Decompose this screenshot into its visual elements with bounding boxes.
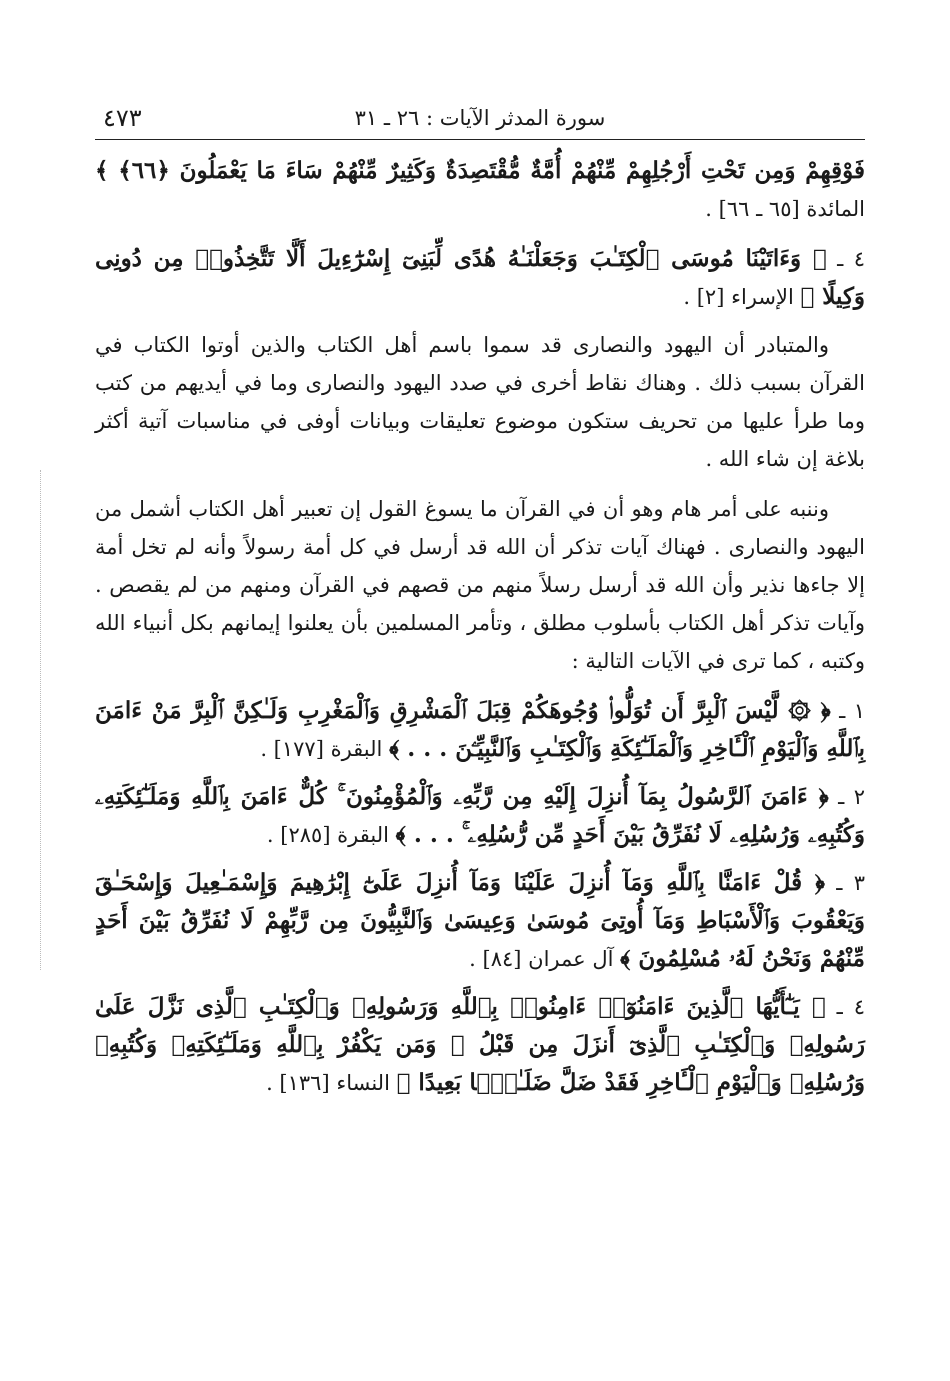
verse-reference: النساء [١٣٦] . (266, 1071, 390, 1095)
quran-verse: ﴿ وَءَاتَيْنَا مُوسَى ٱلْكِتَـٰبَ وَجَعَلْنَـٰهُ هُدًى لِّبَنِىٓ إِسْرَٰٓءِيلَ أَلَّا تَتَّخِذُوا۟ مِن دُونِى وَكِيلًا ﴾ (95, 245, 865, 310)
scan-margin-mark (40, 470, 42, 970)
item-number: ٤ ـ (837, 247, 866, 271)
quran-verse: فَوْقِهِمْ وَمِن تَحْتِ أَرْجُلِهِمْ مِّنْهُمْ أُمَّةٌ مُّقْتَصِدَةٌ وَكَثِيرٌ مِّنْهُمْ سَاءَ مَا يَعْمَلُونَ ﴿٦٦﴾ ﴾ (95, 157, 865, 184)
quran-verse: ﴿ ۞ لَّيْسَ ٱلْبِرَّ أَن تُوَلُّوا۟ وُجُوهَكُمْ قِبَلَ ٱلْمَشْرِقِ وَٱلْمَغْرِبِ وَلَـٰكِنَّ ٱلْبِرَّ مَنْ ءَامَنَ بِٱللَّهِ وَٱلْيَوْمِ ٱلْـَٔاخِرِ وَٱلْمَلَـٰٓئِكَةِ وَٱلْكِتَـٰبِ وَٱلنَّبِيِّـۧنَ . . . ﴾ (95, 697, 865, 762)
body-paragraph: وننبه على أمر هام وهو أن في القرآن ما يسوغ القول إن تعبير أهل الكتاب أشمل من اليهود والنصارى . فهناك آيات تذكر أن الله قد أرسل في كل أمة رسولاً وأنه لم تخل أمة إلا جاءها نذير وأن الله قد أرسل رسلاً منهم من قصهم في القرآن ومنهم من لم يقصص . وآيات تذكر أهل الكتاب بأسلوب مطلق ، وتأمر المسلمين بأن يعلنوا إيمانهم بكل أنبياء الله وكتبه ، كما ترى في الآيات التالية : (95, 497, 865, 673)
verse-reference: الإسراء [٢] . (683, 285, 794, 309)
verse-reference: البقرة [١٧٧] . (260, 737, 383, 761)
numbered-verse (95, 864, 865, 978)
verse-reference: البقرة [٢٨٥] . (266, 823, 389, 847)
numbered-verse (95, 692, 865, 768)
quran-verse: ﴿ ءَامَنَ ٱلرَّسُولُ بِمَآ أُنزِلَ إِلَيْهِ مِن رَّبِّهِۦ وَٱلْمُؤْمِنُونَ ۚ كُلٌّ ءَامَنَ بِٱللَّهِ وَمَلَـٰٓئِكَتِهِۦ وَكُتُبِهِۦ وَرُسُلِهِۦ لَا نُفَرِّقُ بَيْنَ أَحَدٍ مِّن رُّسُلِهِۦ ۚ . . . ﴾ (95, 783, 865, 848)
verse-continuation (95, 152, 865, 228)
numbered-verse (95, 988, 865, 1102)
numbered-verse (95, 240, 865, 316)
item-number: ٣ ـ (836, 871, 866, 895)
item-number: ٢ ـ (838, 785, 866, 809)
page-header (95, 100, 865, 140)
item-number: ١ ـ (839, 699, 866, 723)
quran-verse: ﴿ قُلْ ءَامَنَّا بِٱللَّهِ وَمَآ أُنزِلَ عَلَيْنَا وَمَآ أُنزِلَ عَلَىٰٓ إِبْرَٰهِيمَ وَإِسْمَـٰعِيلَ وَإِسْحَـٰقَ وَيَعْقُوبَ وَٱلْأَسْبَاطِ وَمَآ أُوتِىَ مُوسَىٰ وَعِيسَىٰ وَٱلنَّبِيُّونَ مِن رَّبِّهِمْ لَا نُفَرِّقُ بَيْنَ أَحَدٍ مِّنْهُمْ وَنَحْنُ لَهُۥ مُسْلِمُونَ ﴾ (95, 869, 865, 972)
book-page (95, 100, 865, 1112)
verse-reference: آل عمران [٨٤] . (469, 947, 614, 971)
verse-reference: المائدة [٦٥ ـ ٦٦] . (705, 197, 865, 221)
body-paragraph: والمتبادر أن اليهود والنصارى قد سموا باسم أهل الكتاب والذين أوتوا الكتاب في القرآن بسبب ذلك . وهناك نقاط أخرى في صدد اليهود والنصارى وما في أيديهم من كتب وما طرأ عليها من تحريف ستكون موضوع تعليقات وبيانات أوفى في مناسبات آتية أكثر بلاغة إن شاء الله . (95, 333, 865, 471)
running-title: سورة المدثر الآيات : ٢٦ ـ ٣١ (354, 106, 606, 130)
page-number: ٤٧٣ (103, 104, 142, 132)
page-body (95, 152, 865, 1102)
item-number: ٤ ـ (836, 995, 865, 1019)
header-divider (95, 139, 865, 140)
quran-verse: ﴿ يَـٰٓأَيُّهَا ٱلَّذِينَ ءَامَنُوٓا۟ ءَامِنُوا۟ بِٱللَّهِ وَرَسُولِهِۦ وَٱلْكِتَـٰبِ ٱلَّذِى نَزَّلَ عَلَىٰ رَسُولِهِۦ وَٱلْكِتَـٰبِ ٱلَّذِىٓ أَنزَلَ مِن قَبْلُ ۚ وَمَن يَكْفُرْ بِٱللَّهِ وَمَلَـٰٓئِكَتِهِۦ وَكُتُبِهِۦ وَرُسُلِهِۦ وَٱلْيَوْمِ ٱلْـَٔاخِرِ فَقَدْ ضَلَّ ضَلَـٰلًۢا بَعِيدًا ﴾ (95, 993, 865, 1096)
numbered-verse (95, 778, 865, 854)
